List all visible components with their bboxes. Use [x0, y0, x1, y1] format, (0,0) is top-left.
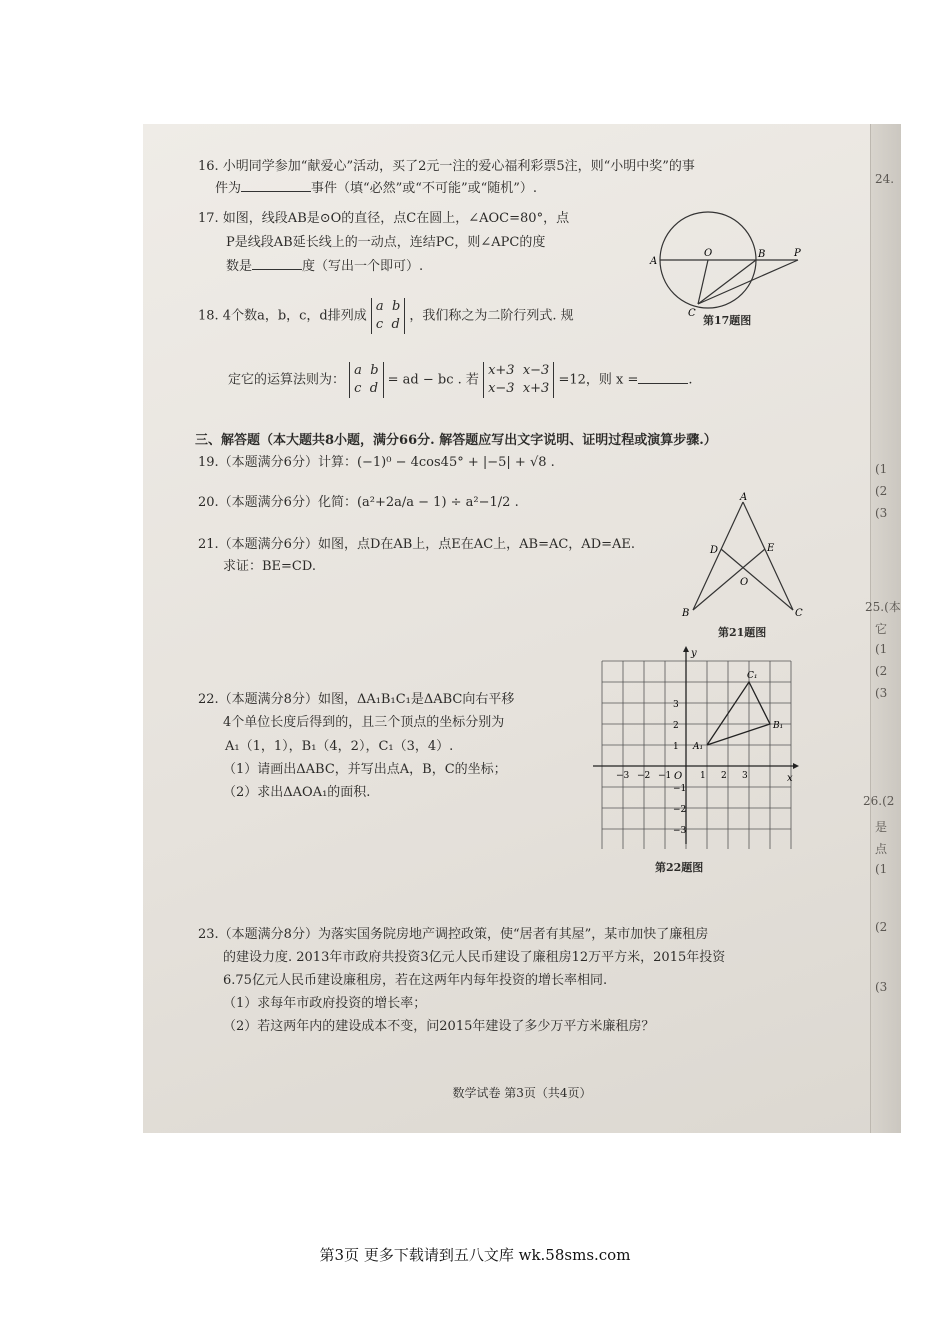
question-16-line1: 16. 小明同学参加“献爱心”活动，买了2元一注的爱心福利彩票5注，则“小明中奖”的事 — [198, 159, 695, 174]
label-A: A — [740, 492, 748, 503]
axis-x-label: x — [787, 773, 793, 784]
label-B: B — [682, 608, 690, 619]
x-tick-label: 3 — [742, 771, 748, 781]
question-22-line5: （2）求出ΔAOA₁的面积. — [223, 785, 371, 800]
question-23-line4: （1）求每年市政府投资的增长率； — [223, 996, 427, 1011]
question-17-line3: 数是 度（写出一个即可）. — [226, 259, 424, 274]
label-P: P — [794, 248, 801, 259]
section-3-heading: 三、解答题（本大题共8小题，满分66分. 解答题应写出文字说明、证明过程或演算步骤.） — [195, 433, 717, 448]
answer-blank — [252, 269, 302, 270]
y-tick-label: −1 — [673, 784, 687, 794]
question-20: 20.（本题满分6分）化简：(a²+2a/a − 1) ÷ a²−1/2 . — [198, 495, 519, 510]
question-17-line1: 17. 如图，线段AB是⊙O的直径，点C在圆上，∠AOC=80°，点 — [198, 211, 570, 226]
question-22-line1: 22.（本题满分8分）如图，ΔA₁B₁C₁是ΔABC向右平移 — [198, 692, 515, 707]
question-23-line2: 的建设力度. 2013年市政府共投资3亿元人民币建设了廉租房12万平方米，2015年投资 — [223, 950, 726, 965]
x-tick-label: −2 — [637, 771, 651, 781]
next-page-edge: 24. (1 (2 (3 25.(本 它 (1 (2 (3 26.(2 是 点 (1 (2 (3 — [870, 124, 901, 1133]
label-A: A — [650, 256, 658, 267]
question-23-line5: （2）若这两年内的建设成本不变，问2015年建设了多少万平方米廉租房？ — [223, 1019, 655, 1034]
question-21-line2: 求证：BE=CD. — [223, 559, 316, 574]
point-label-B1: B₁ — [773, 721, 784, 731]
figure-22-coordinate-grid — [583, 644, 803, 849]
label-B: B — [758, 249, 766, 260]
point-label-A1: A₁ — [693, 742, 704, 752]
y-tick-label: −3 — [673, 826, 687, 836]
determinant-x: x+3 x−3 x−3 x+3 — [483, 362, 554, 398]
question-17-line2: P是线段AB延长线上的一动点，连结PC，则∠APC的度 — [226, 235, 546, 250]
exam-photo — [143, 124, 901, 1133]
x-tick-label: 1 — [700, 771, 706, 781]
figure-21-caption: 第21题图 — [718, 626, 767, 639]
x-tick-label: −1 — [658, 771, 672, 781]
label-O: O — [704, 248, 713, 259]
figure-22-caption: 第22题图 — [655, 861, 704, 874]
question-18-line1: 18. 4个数a，b，c，d排列成 a b c d ，我们称之为二阶行列式. 规 — [198, 299, 574, 332]
x-tick-label: −3 — [616, 771, 630, 781]
y-tick-label: 1 — [673, 742, 679, 752]
y-tick-label: −2 — [673, 805, 687, 815]
question-22-line3: A₁（1，1），B₁（4，2），C₁（3，4）. — [225, 739, 454, 754]
question-16-line2: 件为 事件（填“必然”或“不可能”或“随机”）. — [215, 181, 538, 196]
label-D: D — [710, 545, 719, 556]
determinant-rule: a b c d — [349, 362, 383, 398]
question-18-line2: 定它的运算法则为： a b c d = ad − bc . 若 x+3 x−3 x−3 x+3 =12，则 x = . — [228, 363, 693, 396]
document-footer: 第3页 更多下载请到五八文库 wk.58sms.com — [319, 1246, 631, 1264]
figure-17-caption: 第17题图 — [703, 314, 752, 327]
y-tick-label: 2 — [673, 721, 679, 731]
label-C: C — [795, 608, 803, 619]
y-tick-label: 3 — [673, 700, 679, 710]
label-C: C — [688, 308, 696, 319]
question-22-line4: （1）请画出ΔABC，并写出点A，B，C的坐标； — [223, 762, 507, 777]
answer-blank — [638, 383, 688, 384]
answer-blank — [241, 191, 311, 192]
determinant-abcd: a b c d — [371, 298, 405, 334]
question-22-line2: 4个单位长度后得到的，且三个顶点的坐标分别为 — [223, 715, 505, 730]
question-21-line1: 21.（本题满分6分）如图，点D在AB上，点E在AC上，AB=AC，AD=AE. — [198, 537, 636, 552]
x-tick-label: 2 — [721, 771, 727, 781]
question-23-line3: 6.75亿元人民币建设廉租房，若在这两年内每年投资的增长率相同. — [223, 973, 608, 988]
origin-label: O — [674, 771, 683, 782]
label-E: E — [767, 543, 775, 554]
point-label-C1: C₁ — [747, 671, 758, 681]
exam-page-footer: 数学试卷 第3页（共4页） — [452, 1086, 592, 1100]
figure-17-circle-diagram — [648, 202, 818, 322]
question-23-line1: 23.（本题满分8分）为落实国务院房地产调控政策，使“居者有其屋”，某市加快了廉租房 — [198, 927, 709, 942]
label-O: O — [740, 577, 749, 588]
question-19: 19.（本题满分6分）计算：(−1)⁰ − 4cos45° + |−5| + √8 . — [198, 455, 555, 470]
figure-21-triangle-diagram — [678, 492, 808, 622]
axis-y-label: y — [691, 648, 697, 659]
